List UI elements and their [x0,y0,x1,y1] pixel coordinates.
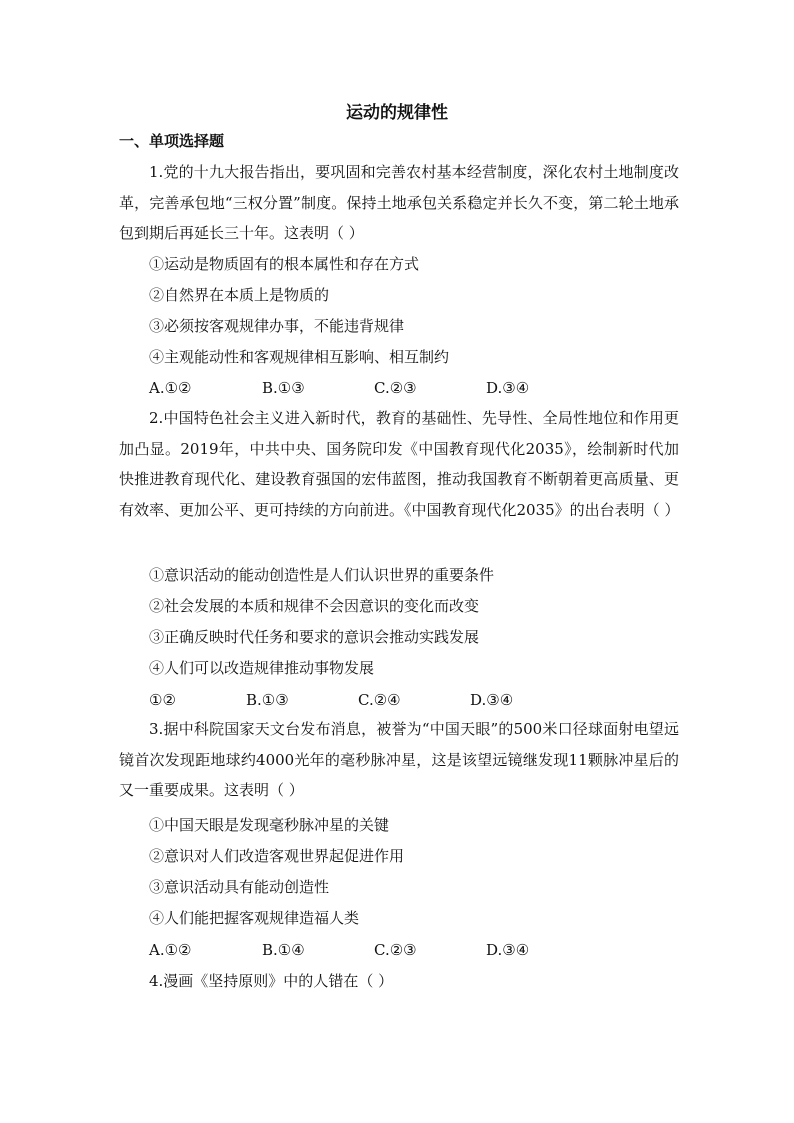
question-2-choice-b: B.①③ [246,691,289,709]
question-3-option-3: ③意识活动具有能动创造性 [149,878,330,896]
question-1-option-3: ③必须按客观规律办事，不能违背规律 [149,317,405,335]
question-2-option-3: ③正确反映时代任务和要求的意识会推动实践发展 [149,628,480,646]
question-3-choice-b: B.①④ [262,941,305,959]
question-1-option-1: ①运动是物质固有的根本属性和存在方式 [149,255,420,273]
question-2-stem: 2.中国特色社会主义进入新时代，教育的基础性、先导性、全局性地位和作用更加凸显。2019年，中共中央、国务院印发《中国教育现代化2035》，绘制新时代加快推进教育现代化、建设教育强国的宏伟蓝图，推动我国教育不断朝着更高质量、更有效率、更加公平、更可持续的方向前进。《中国教育现代化2035》的出台表明（ ） [119,409,680,519]
question-1-option-2: ②自然界在本质上是物质的 [149,286,330,304]
question-3-choice-c: C.②③ [374,941,417,959]
question-3-choice-d: D.③④ [486,941,530,959]
question-2-option-1: ①意识活动的能动创造性是人们认识世界的重要条件 [149,566,495,584]
question-2-choice-d: D.③④ [470,691,514,709]
question-1-choice-d: D.③④ [486,379,530,397]
question-4-stem: 4.漫画《坚持原则》中的人错在（ ） [149,972,394,990]
question-2-option-4: ④人们可以改造规律推动事物发展 [149,659,375,677]
question-2-option-2: ②社会发展的本质和规律不会因意识的变化而改变 [149,597,480,615]
question-3-option-2: ②意识对人们改造客观世界起促进作用 [149,847,405,865]
question-1-choice-c: C.②③ [374,379,417,397]
question-3-option-1: ①中国天眼是发现毫秒脉冲星的关键 [149,816,390,834]
section-heading: 一、单项选择题 [119,132,225,150]
question-1-choice-a: A.①② [149,379,192,397]
question-1-option-4: ④主观能动性和客观规律相互影响、相互制约 [149,348,450,366]
question-3-stem: 3.据中科院国家天文台发布消息，被誉为“中国天眼”的500米口径球面射电望远镜首次发现距地球约4000光年的毫秒脉冲星，这是该望远镜继发现11颗脉冲星后的又一重要成果。这表明（ ） [119,720,679,799]
question-1-stem: 1.党的十九大报告指出，要巩固和完善农村基本经营制度，深化农村土地制度改革，完善承包地“三权分置”制度。保持土地承包关系稳定并长久不变，第二轮土地承包到期后再延长三十年。这表明（ ） [119,163,679,242]
question-2-choice-a: ①② [149,691,176,709]
question-3-option-4: ④人们能把握客观规律造福人类 [149,909,360,927]
question-2-choice-c: C.②④ [358,691,401,709]
document-title: 运动的规律性 [346,103,448,123]
question-1-choice-b: B.①③ [262,379,305,397]
question-3-choice-a: A.①② [149,941,192,959]
